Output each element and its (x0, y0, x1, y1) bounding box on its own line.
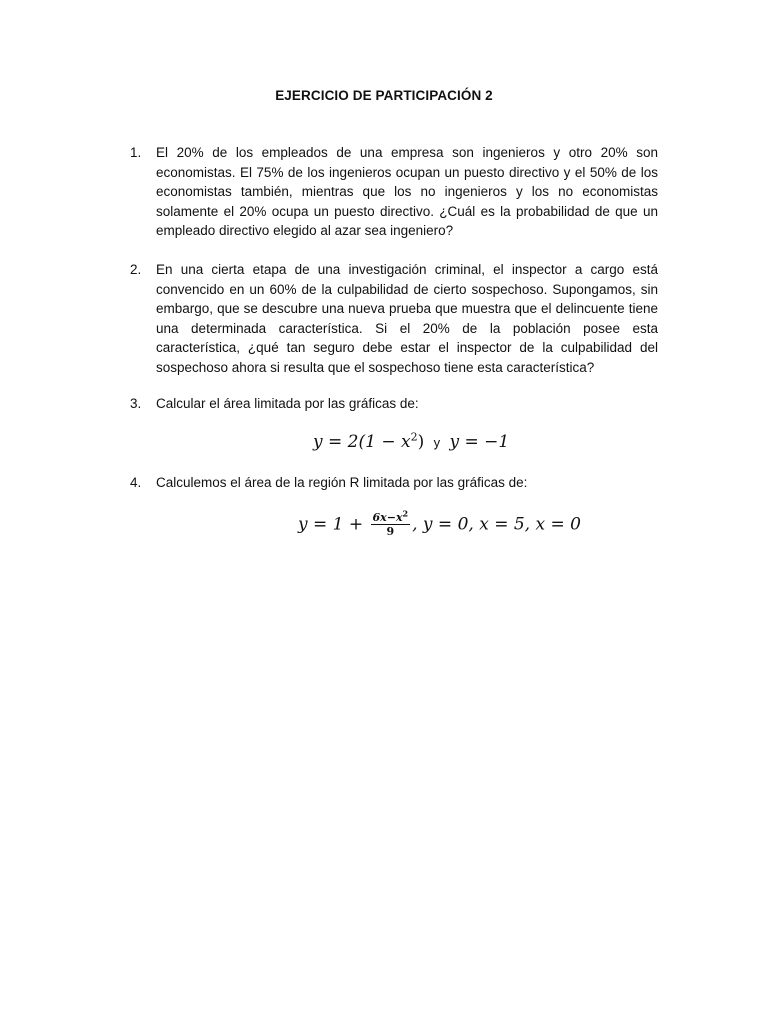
equation-2-numerator-exponent: 2 (402, 508, 409, 519)
exercise-number: 1. (130, 145, 142, 160)
equation-2-denominator: 9 (386, 525, 395, 538)
equation-2-prefix: y = 1 + (298, 514, 364, 535)
exercise-text: El 20% de los empleados de una empresa son ingenieros y otro 20% son economistas. El 75% de los ingenieros ocupan un puesto directivo y el 50% de los economistas también, mientras que los no ingenieros y los no economistas solamente el 20% ocupa un puesto directivo. ¿Cuál es la probabilidad de que un empleado directivo elegido al azar sea ingeniero? (156, 145, 658, 238)
equation-1-exponent: 2 (410, 430, 418, 444)
equation-1-left: y = 2(1 − x (313, 432, 411, 452)
equation-2-numerator: 6x−x (372, 511, 403, 524)
exercise-text: Calcular el área limitada por las gráficas de: (156, 396, 419, 411)
page-title: EJERCICIO DE PARTICIPACIÓN 2 (275, 88, 493, 103)
equation-1 (313, 432, 509, 452)
equation-1-right: ) (417, 432, 425, 452)
equation-2-fraction (371, 508, 411, 538)
exercise-text: Calculemos el área de la región R limitada por las gráficas de: (156, 475, 528, 490)
exercise-text: En una cierta etapa de una investigación criminal, el inspector a cargo está convencido en un 60% de la culpabilidad de cierto sospechoso. Supongamos, sin embargo, que se descubre una nueva prueba que muestra que el delincuente tiene una determinada característica. Si el 20% de la población posee esta característica, ¿qué tan seguro debe estar el inspector de la culpabilidad del sospechoso ahora si resulta que el sospechoso tiene esta característica? (156, 262, 658, 375)
exercise-number: 2. (130, 262, 142, 277)
exercise-number: 3. (130, 396, 142, 411)
exercise-number: 4. (130, 475, 142, 490)
equation-2 (298, 508, 581, 551)
equation-1-second: y = −1 (449, 432, 510, 452)
equation-1-conjunction: y (433, 435, 441, 450)
equation-2-suffix: , y = 0, x = 5, x = 0 (412, 514, 581, 535)
